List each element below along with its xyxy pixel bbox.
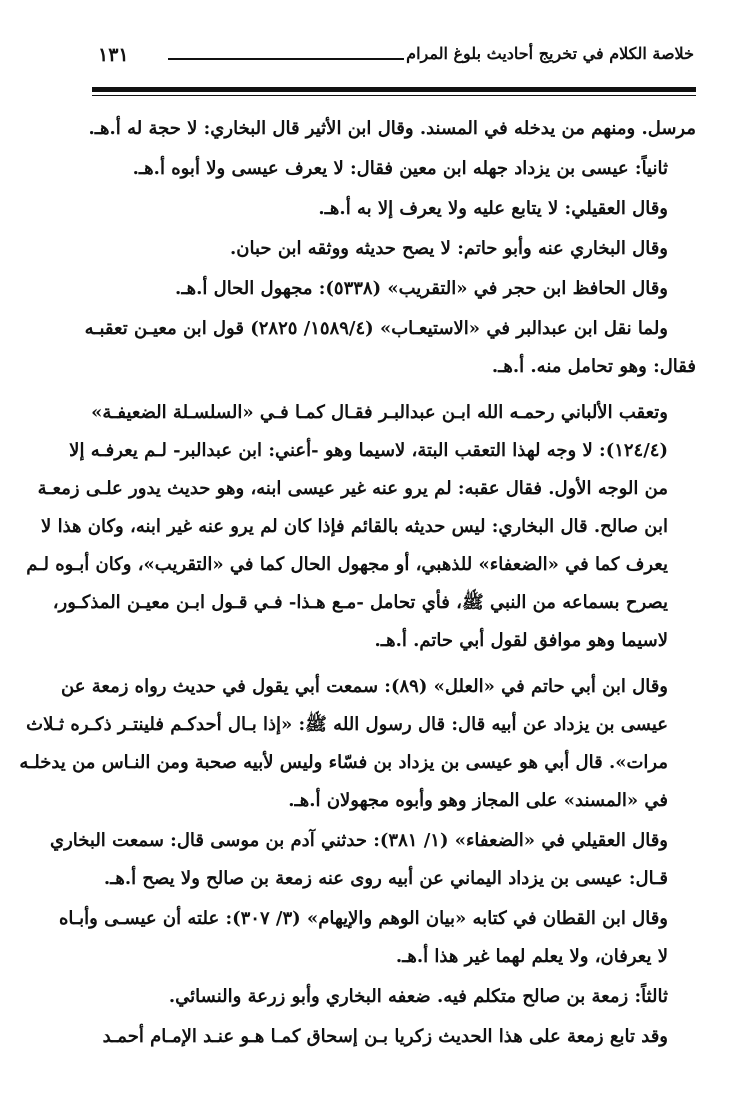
text-line: وقال العقيلي في «الضعفاء» (١/ ٣٨١): حدثني آدم بن موسى قال: سمعت البخاري — [50, 830, 668, 851]
header-rule-thick — [92, 87, 696, 92]
text-line: مرسل. ومنهم من يدخله في المسند. وقال ابن الأثير قال البخاري: لا حجة له أ.هـ. — [88, 118, 696, 139]
paragraph-mursal — [88, 110, 696, 148]
text-line: من الوجه الأول. فقال عقبه: لم يرو عنه غير عيسى ابنه، وهو حديث يدور علـى زمعـة — [37, 478, 668, 499]
text-line: فقال: وهو تحامل منه. أ.هـ. — [491, 356, 696, 377]
text-line: ولما نقل ابن عبدالبر في «الاستيعـاب» (١٥٨٩/٤/ ٢٨٢٥) قول ابن معيـن تعقبـه — [84, 318, 668, 339]
paragraph-uqayli — [92, 190, 696, 228]
paragraph-uqayli-duafa — [50, 822, 696, 898]
header-rule-thin — [92, 95, 696, 96]
paragraph-ibn-abdulbarr — [84, 310, 696, 386]
book-title: خلاصة الكلام في تخريج أحاديث بلوغ المرام — [406, 44, 694, 63]
text-line: وقال الحافظ ابن حجر في «التقريب» (٥٣٣٨): مجهول الحال أ.هـ. — [175, 278, 668, 299]
text-line: قـال: عيسى بن يزداد اليماني عن أبيه روى عنه زمعة بن صالح ولا يصح أ.هـ. — [103, 868, 668, 889]
paragraph-albani — [26, 394, 696, 660]
text-line: وقال ابن القطان في كتابه «بيان الوهم والإيهام» (٣/ ٣٠٧): علته أن عيسـى وأبـاه — [58, 908, 668, 929]
page-number: ١٣١ — [98, 44, 129, 66]
page-body — [19, 110, 696, 1058]
text-line: وقال البخاري عنه وأبو حاتم: لا يصح حديثه ووثقه ابن حبان. — [230, 238, 668, 259]
text-line: وقال العقيلي: لا يتابع عليه ولا يعرف إلا به أ.هـ. — [318, 198, 668, 219]
text-line: عيسى بن يزداد عن أبيه قال: قال رسول الله ﷺ: «إذا بـال أحدكـم فلينتـر ذكـره ثـلاث — [26, 714, 668, 735]
header-divider-line — [168, 58, 404, 60]
text-line: (١٢٤/٤): لا وجه لهذا التعقب البتة، لاسيما وهو -أعني: ابن عبدالبر- لـم يعرفـه إلا — [69, 440, 668, 461]
paragraph-zakariya — [92, 1018, 696, 1056]
text-line: ثانياً: عيسى بن يزداد جهله ابن معين فقال: لا يعرف عيسى ولا أبوه أ.هـ. — [132, 158, 668, 179]
text-line: في «المسند» على المجاز وهو وأبوه مجهولان أ.هـ. — [288, 790, 668, 811]
paragraph-third-point — [92, 978, 696, 1016]
text-line: لا يعرفان، ولا يعلم لهما غير هذا أ.هـ. — [395, 946, 668, 967]
text-line: لاسيما وهو موافق لقول أبي حاتم. أ.هـ. — [374, 630, 668, 651]
text-line: وقال ابن أبي حاتم في «العلل» (٨٩): سمعت أبي يقول في حديث رواه زمعة عن — [61, 676, 668, 697]
paragraph-ibn-abi-hatim — [19, 668, 696, 820]
text-line: مرات». قال أبي هو عيسى بن يزداد بن فسّاء وليس لأبيه صحبة ومن النـاس من يدخلـه — [19, 752, 668, 773]
running-header — [90, 44, 694, 70]
paragraph-ibn-hajar — [92, 270, 696, 308]
text-line: يعرف كما في «الضعفاء» للذهبي، أو مجهول الحال كما في «التقريب»، وكان أبـوه لـم — [26, 554, 668, 575]
paragraph-second-point — [92, 150, 696, 188]
text-line: يصرح بسماعه من النبي ﷺ، فأي تحامل -مـع هـذا- فـي قـول ابـن معيـن المذكـور، — [52, 592, 668, 613]
text-line: ثالثاً: زمعة بن صالح متكلم فيه. ضعفه البخاري وأبو زرعة والنسائي. — [168, 986, 668, 1007]
paragraph-ibn-qattan — [58, 900, 696, 976]
paragraph-bukhari — [92, 230, 696, 268]
text-line: وتعقب الألباني رحمـه الله ابـن عبدالبـر فقـال كمـا فـي «السلسـلة الضعيفـة» — [91, 402, 668, 423]
text-line: وقد تابع زمعة على هذا الحديث زكريا بـن إسحاق كمـا هـو عنـد الإمـام أحمـد — [102, 1026, 668, 1047]
text-line: ابن صالح. قال البخاري: ليس حديثه بالقائم فإذا كان لم يرو عنه غير ابنه، وكان هذا لا — [41, 516, 668, 537]
